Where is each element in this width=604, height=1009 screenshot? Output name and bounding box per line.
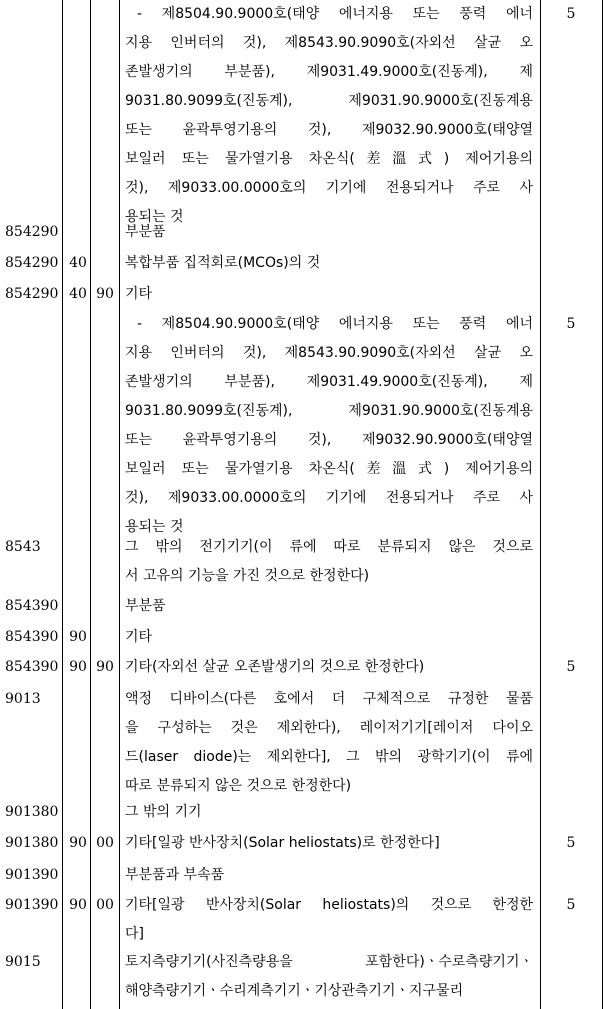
description-line: 존발생기의 부분품), 제9031.49.9000호(진동계), 제 [125, 64, 533, 80]
tariff-rate: 5 [566, 897, 576, 913]
description-line: 보일러 또는 물가열기용 차온식(差溫式) 제어기용의 [125, 151, 533, 167]
hs-code: 854390 [5, 598, 59, 614]
description-line: 부분품 [125, 224, 166, 240]
description-line: 기타 [125, 629, 153, 645]
subcode-1: 40 [69, 286, 87, 302]
table-row [0, 623, 604, 652]
description-line: 지용 인버터의 것), 제8543.90.9090호(자외선 살균 오 [125, 345, 533, 361]
hs-code: 901380 [5, 804, 59, 820]
hs-code: 901390 [5, 897, 59, 913]
table-row [0, 829, 604, 858]
description [125, 623, 533, 652]
description-line: - 제8504.90.9000호(태양 에너지용 또는 풍력 에너 [137, 6, 533, 22]
tariff-rate: 5 [566, 6, 576, 22]
description-line: 서 고유의 기능을 가진 것으로 한정한다) [125, 568, 370, 584]
description [125, 592, 533, 621]
description-line: 보일러 또는 물가열기용 차온식(差溫式) 제어기용의 [125, 461, 533, 477]
subcode-2: 90 [96, 659, 114, 675]
description-line: 드(laser diode)는 제외한다], 그 밖의 광학기기(이 류에 [125, 749, 533, 765]
hs-code: 854290 [5, 286, 59, 302]
description-line: 을 구성하는 것은 제외한다), 레이저기기[레이저 다이오 [125, 720, 533, 736]
subcode-2: 00 [96, 835, 114, 851]
description [125, 798, 533, 827]
tariff-rate: 5 [566, 835, 576, 851]
description-line: 그 밖의 전기기기(이 류에 따로 분류되지 않은 것으로 [125, 539, 533, 555]
table-row [0, 798, 604, 827]
hs-code: 854290 [5, 224, 59, 240]
hs-code: 8543 [5, 539, 41, 555]
hs-code: 854390 [5, 629, 59, 645]
table-row [0, 249, 604, 278]
description-line: 액정 디바이스(다른 호에서 더 구체적으로 규정한 물품 [125, 691, 533, 707]
description-line: 기타[일광 반사장치(Solar heliostats)의 것으로 한정한 [125, 897, 533, 913]
description-line: 부분품과 부속품 [125, 867, 225, 883]
table-row [0, 592, 604, 621]
subcode-2: 90 [96, 286, 114, 302]
subcode-1: 90 [69, 659, 87, 675]
description-line: 복합부품 집적회로(MCOs)의 것 [125, 255, 321, 271]
table-row [0, 685, 604, 801]
subcode-1: 90 [69, 897, 87, 913]
description-line: 또는 윤곽투영기용의 것), 제9032.90.9000호(태양열 [125, 122, 533, 138]
hs-code: 854290 [5, 255, 59, 271]
description [125, 891, 533, 949]
table-row [0, 533, 604, 591]
subcode-1: 90 [69, 835, 87, 851]
subcode-2: 00 [96, 897, 114, 913]
description-line: 기타 [125, 286, 153, 302]
description-line: 부분품 [125, 598, 166, 614]
description-line: 9031.80.9099호(진동계), 제9031.90.9000호(진동계용 [125, 93, 533, 109]
table-row [0, 861, 604, 890]
table-row [0, 0, 604, 232]
description-line: 또는 윤곽투영기용의 것), 제9032.90.9000호(태양열 [125, 432, 533, 448]
subcode-1: 90 [69, 629, 87, 645]
description-line: 용되는 것 [125, 519, 184, 535]
description [125, 653, 533, 682]
table-row [0, 310, 604, 542]
description-line: 토지측량기기(사진측량용을 포함한다)ㆍ수로측량기기ㆍ [125, 954, 533, 970]
description [125, 533, 533, 591]
table-row [0, 891, 604, 949]
subcode-1: 40 [69, 255, 87, 271]
hs-code: 901380 [5, 835, 59, 851]
description [125, 280, 533, 309]
description-line: 그 밖의 기기 [125, 804, 202, 820]
hs-code: 9013 [5, 691, 41, 707]
description [125, 685, 533, 801]
description-line: 해양측량기기ㆍ수리계측기기ㆍ기상관측기기ㆍ지구물리 [125, 983, 464, 999]
description-line: 지용 인버터의 것), 제8543.90.9090호(자외선 살균 오 [125, 35, 533, 51]
description-line: 용되는 것 [125, 209, 184, 225]
hs-code: 901390 [5, 867, 59, 883]
description-line: 기타(자외선 살균 오존발생기의 것으로 한정한다) [125, 659, 425, 675]
tariff-rate: 5 [566, 316, 576, 332]
description-line: 것), 제9033.00.0000호의 기기에 전용되거나 주로 사 [125, 490, 533, 506]
description-line: - 제8504.90.9000호(태양 에너지용 또는 풍력 에너 [137, 316, 533, 332]
table-row [0, 280, 604, 309]
description-line: 기타[일광 반사장치(Solar heliostats)로 한정한다] [125, 835, 440, 851]
table-row [0, 218, 604, 247]
description [125, 218, 533, 247]
description-line: 다] [125, 926, 144, 942]
tariff-rate: 5 [566, 659, 576, 675]
table-row [0, 653, 604, 682]
description [125, 948, 533, 1006]
hs-code: 9015 [5, 954, 41, 970]
description [125, 0, 533, 232]
hs-code: 854390 [5, 659, 59, 675]
description-line: 존발생기의 부분품), 제9031.49.9000호(진동계), 제 [125, 374, 533, 390]
description-line: 것), 제9033.00.0000호의 기기에 전용되거나 주로 사 [125, 180, 533, 196]
description [125, 861, 533, 890]
description [125, 310, 533, 542]
description [125, 829, 533, 858]
description-line: 9031.80.9099호(진동계), 제9031.90.9000호(진동계용 [125, 403, 533, 419]
description [125, 249, 533, 278]
description-line: 따로 분류되지 않은 것으로 한정한다) [125, 778, 352, 794]
table-row [0, 948, 604, 1006]
